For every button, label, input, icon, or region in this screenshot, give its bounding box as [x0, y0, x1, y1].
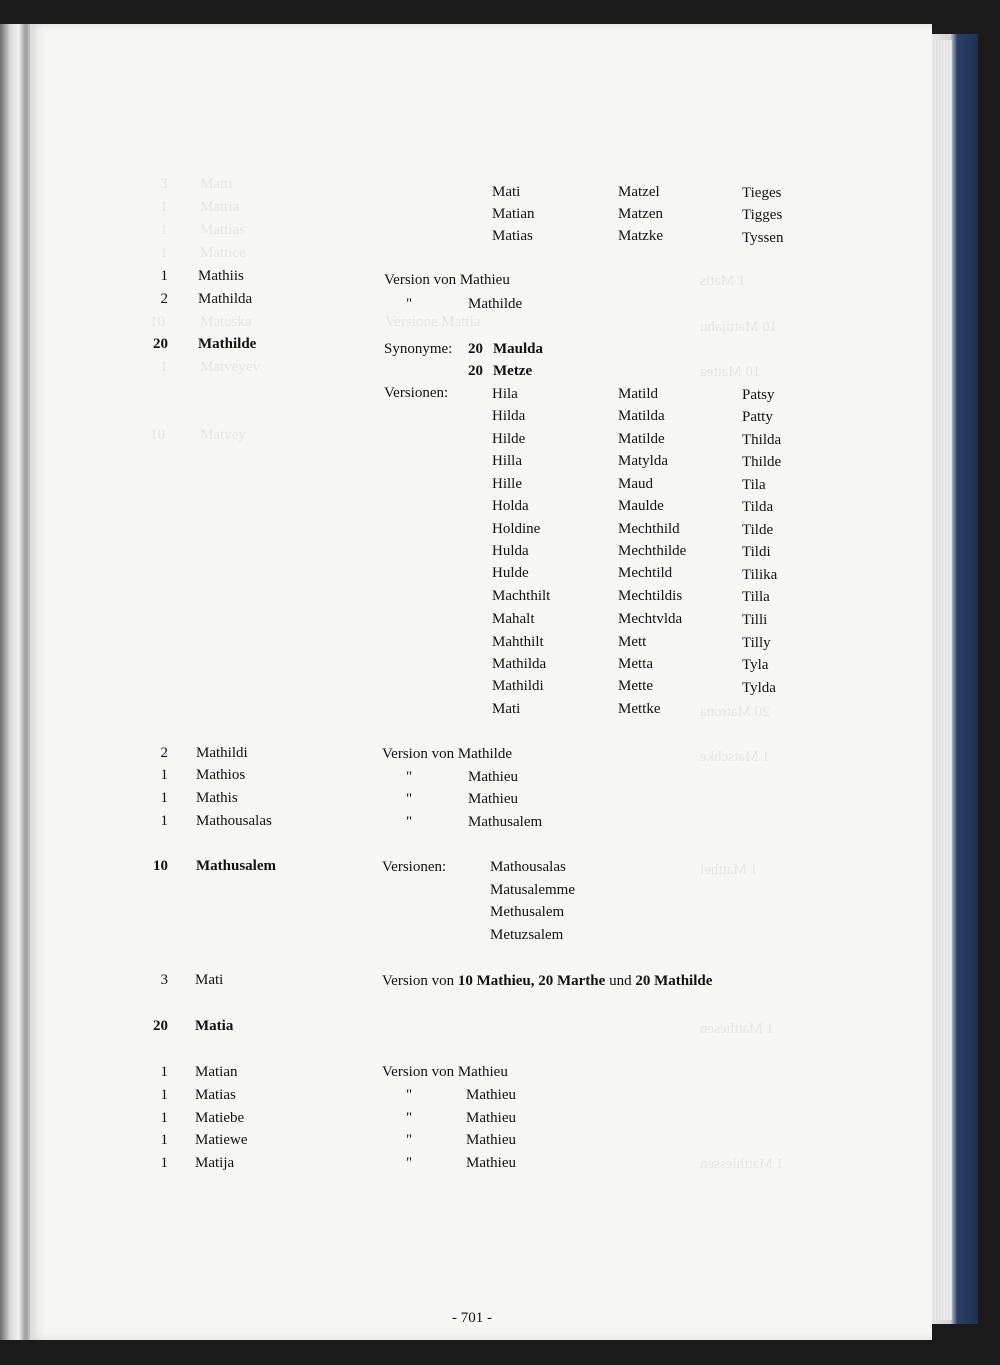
entry-reference [382, 745, 512, 763]
reference-name: Mathieu [466, 1132, 516, 1148]
cont-col3-item: Tieges [742, 185, 782, 201]
version-name: Patty [742, 409, 773, 425]
ditto-mark: " [406, 791, 413, 807]
version-name: Mechtild [618, 565, 673, 581]
entry-name: Mathildi [196, 745, 248, 761]
version-name: Mechthilde [618, 543, 687, 559]
synonym-count: 20 [468, 363, 483, 379]
entry-count: 20 [153, 1018, 168, 1034]
ditto-mark: " [406, 1087, 413, 1103]
cont-col3-item: Tigges [742, 207, 783, 223]
reference-name: 10 Mathieu, 20 Marthe [457, 973, 606, 989]
ditto-mark: " [406, 1155, 413, 1171]
ditto-mark: " [406, 769, 413, 785]
entry-count: 1 [160, 1087, 168, 1103]
reference-name: Mathieu [457, 1064, 508, 1080]
synonym-count: 20 [468, 341, 483, 357]
version-name: Matylda [618, 453, 668, 469]
version-name: Tilly [742, 635, 771, 651]
entry-name: Mathis [196, 790, 238, 806]
entry-count: 10 [153, 858, 168, 874]
version-von-label: Version von [382, 973, 455, 989]
entry-count: 20 [153, 336, 168, 352]
version-name: Mahalt [492, 611, 535, 627]
entry-count: 1 [160, 1132, 168, 1148]
entry-count: 2 [160, 291, 168, 307]
reference-name: Mathieu [459, 272, 510, 288]
book-spine-left [0, 24, 34, 1340]
version-von-label: Version von [382, 1064, 455, 1080]
cont-col1-item: Matian [492, 206, 535, 222]
version-name: Mathousalas [490, 859, 566, 875]
version-name: Holda [492, 498, 529, 514]
version-von-label: Version von [382, 746, 455, 762]
version-name: Hilde [492, 431, 526, 447]
version-name: Tildi [742, 544, 771, 560]
page-number: - 701 - [452, 1310, 492, 1326]
reference-name: Mathieu [468, 769, 518, 785]
synonym-name: Metze [493, 363, 533, 379]
entry-name: Mathiis [198, 268, 244, 284]
entry-count: 1 [160, 1064, 168, 1080]
entry-name: Matia [195, 1018, 234, 1034]
version-name: Tilde [742, 522, 774, 538]
version-name: Tila [742, 477, 766, 493]
version-von-label: Version von [384, 272, 457, 288]
entry-name: Matias [195, 1087, 236, 1103]
reference-name: Mathieu [466, 1110, 516, 1126]
version-name: Mechthild [618, 521, 680, 537]
entry-name: Mathilde [198, 336, 257, 352]
version-name: Mette [618, 678, 653, 694]
entry-reference [382, 972, 712, 990]
entry-count: 3 [160, 972, 168, 988]
entry-name: Matiewe [195, 1132, 248, 1148]
version-name: Maulde [618, 498, 664, 514]
reference-name: Mathieu [468, 791, 518, 807]
version-name: Metuzsalem [490, 927, 564, 943]
entry-count: 1 [160, 268, 168, 284]
version-name: Tilli [742, 612, 768, 628]
ditto-mark: " [406, 1132, 413, 1148]
entry-name: Mathousalas [196, 813, 272, 829]
version-name: Mathildi [492, 678, 544, 694]
page-edges [932, 40, 952, 1320]
entry-name: Mathusalem [196, 858, 276, 874]
version-name: Metta [618, 656, 653, 672]
cont-col2-item: Matzel [618, 184, 660, 200]
version-name: Tilda [742, 499, 774, 515]
version-name: Hille [492, 476, 522, 492]
und-conjunction: und [609, 973, 632, 989]
entry-count: 1 [160, 1155, 168, 1171]
version-name: Tyla [742, 657, 769, 673]
entry-name: Mathios [196, 767, 246, 783]
version-name: Hila [492, 386, 518, 402]
version-name: Thilda [742, 432, 782, 448]
version-name: Matilda [618, 408, 665, 424]
version-name: Machthilt [492, 588, 551, 604]
reference-name: Mathusalem [468, 814, 543, 830]
reference-name: Mathilde [468, 296, 523, 312]
reference-name: Mathilde [457, 746, 512, 762]
version-name: Hilda [492, 408, 526, 424]
versionen-label: Versionen: [382, 859, 447, 875]
version-name: Maud [618, 476, 653, 492]
version-name: Mechtvlda [618, 611, 683, 627]
entry-name: Matija [195, 1155, 235, 1171]
ditto-mark: " [406, 296, 413, 312]
entry-reference [384, 271, 510, 289]
version-name: Holdine [492, 521, 541, 537]
synonyme-label: Synonyme: [384, 341, 453, 357]
cont-col2-item: Matzke [618, 228, 663, 244]
reference-name: Mathieu [466, 1087, 516, 1103]
versionen-label: Versionen: [384, 385, 449, 401]
version-name: Mett [618, 634, 647, 650]
entry-name: Matian [195, 1064, 238, 1080]
entry-count: 1 [160, 1110, 168, 1126]
cont-col1-item: Matias [492, 228, 533, 244]
synonym-name: Maulda [493, 341, 544, 357]
entry-name: Mathilda [198, 291, 253, 307]
version-name: Mettke [618, 701, 661, 717]
version-name: Tilla [742, 589, 770, 605]
entry-name: Mati [195, 972, 224, 988]
version-name: Tilika [742, 567, 778, 583]
version-name: Hilla [492, 453, 522, 469]
version-name: Patsy [742, 387, 775, 403]
reference-name: Mathieu [466, 1155, 516, 1171]
entry-count: 1 [160, 790, 168, 806]
entry-reference [382, 1063, 508, 1081]
entry-count: 2 [160, 745, 168, 761]
version-name: Matilde [618, 431, 665, 447]
version-name: Matusalemme [490, 882, 575, 898]
version-name: Thilde [742, 454, 782, 470]
entry-count: 1 [160, 767, 168, 783]
version-name: Tylda [742, 680, 776, 696]
ditto-mark: " [406, 1110, 413, 1126]
cont-col1-item: Mati [492, 184, 521, 200]
version-name: Methusalem [490, 904, 565, 920]
reference-name: 20 Mathilde [635, 973, 713, 989]
version-name: Matild [618, 386, 658, 402]
cont-col2-item: Matzen [618, 206, 663, 222]
version-name: Mahthilt [492, 634, 544, 650]
entry-count: 1 [160, 813, 168, 829]
version-name: Mati [492, 701, 521, 717]
version-name: Mathilda [492, 656, 547, 672]
version-name: Hulda [492, 543, 529, 559]
entry-name: Matiebe [195, 1110, 245, 1126]
version-name: Mechtildis [618, 588, 683, 604]
cont-col3-item: Tyssen [742, 230, 784, 246]
ditto-mark: " [406, 814, 413, 830]
version-name: Hulde [492, 565, 529, 581]
